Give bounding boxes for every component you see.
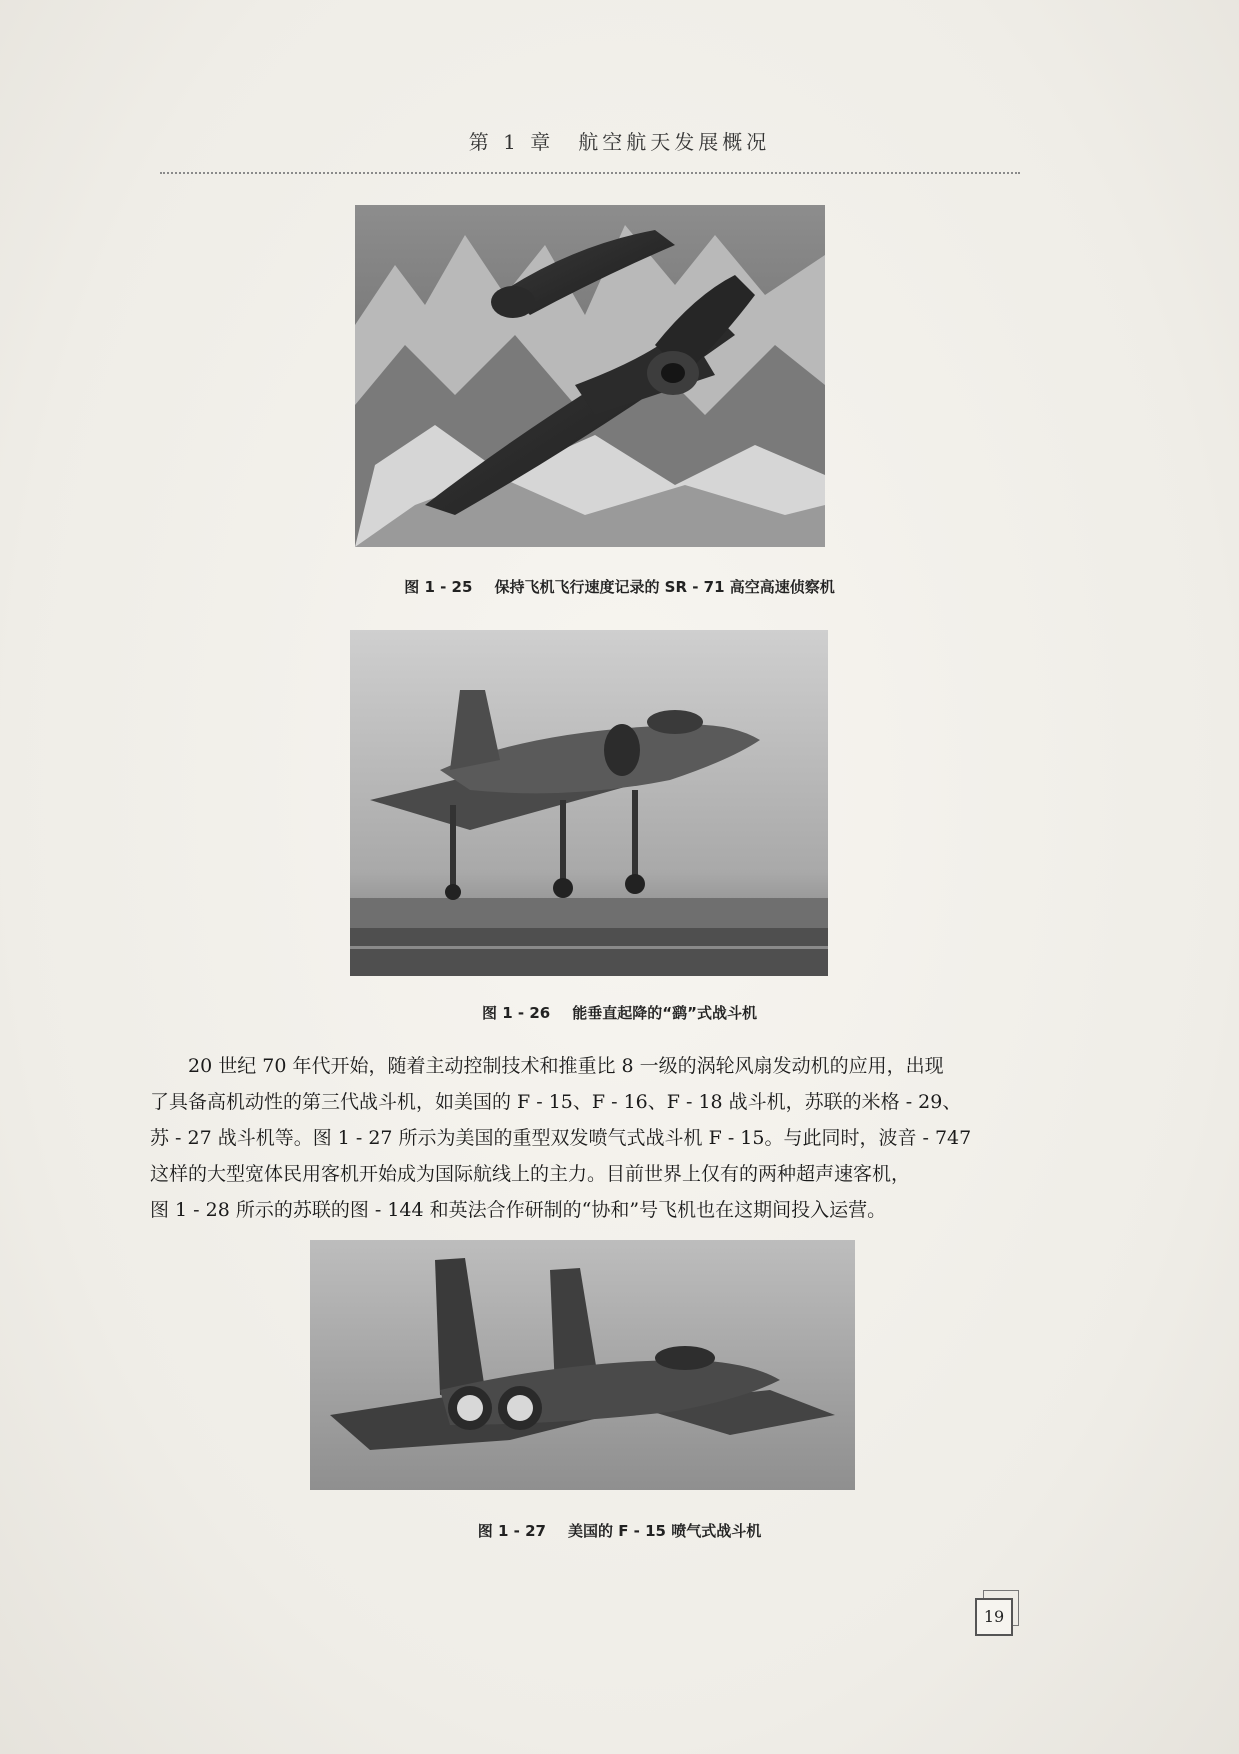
body-paragraph <box>150 1048 1030 1228</box>
figure-f15-photo <box>310 1240 855 1490</box>
running-head: 第 1 章 航空航天发展概况 <box>468 130 771 154</box>
header-divider <box>160 172 1020 174</box>
figure-harrier-photo <box>350 630 828 976</box>
figure-caption <box>0 1002 1239 1023</box>
figure-caption <box>0 1520 1239 1541</box>
paragraph-line: 了具备高机动性的第三代战斗机，如美国的 F - 15、F - 16、F - 18 战斗机，苏联的米格 - 29、 <box>150 1091 962 1113</box>
figure-number: 图 1 - 26 <box>482 1004 551 1022</box>
figure-caption <box>0 576 1239 597</box>
paragraph-line: 20 世纪 70 年代开始，随着主动控制技术和推重比 8 一级的涡轮风扇发动机的应用，出现 <box>188 1055 944 1077</box>
figure-number: 图 1 - 27 <box>477 1522 546 1540</box>
figure-title: 能垂直起降的“鹞”式战斗机 <box>572 1004 757 1022</box>
figure-title: 保持飞机飞行速度记录的 SR - 71 高空高速侦察机 <box>494 578 835 596</box>
figure-number: 图 1 - 25 <box>404 578 473 596</box>
paragraph-line: 这样的大型宽体民用客机开始成为国际航线上的主力。目前世界上仅有的两种超声速客机， <box>150 1163 911 1185</box>
paragraph-line: 苏 - 27 战斗机等。图 1 - 27 所示为美国的重型双发喷气式战斗机 F - 15。与此同时，波音 - 747 <box>150 1127 972 1149</box>
page-number: 19 <box>975 1598 1013 1636</box>
figure-sr71-photo <box>355 205 825 547</box>
paragraph-line: 图 1 - 28 所示的苏联的图 - 144 和英法合作研制的“协和”号飞机也在这期间投入运营。 <box>150 1199 887 1221</box>
figure-title: 美国的 F - 15 喷气式战斗机 <box>567 1522 762 1540</box>
